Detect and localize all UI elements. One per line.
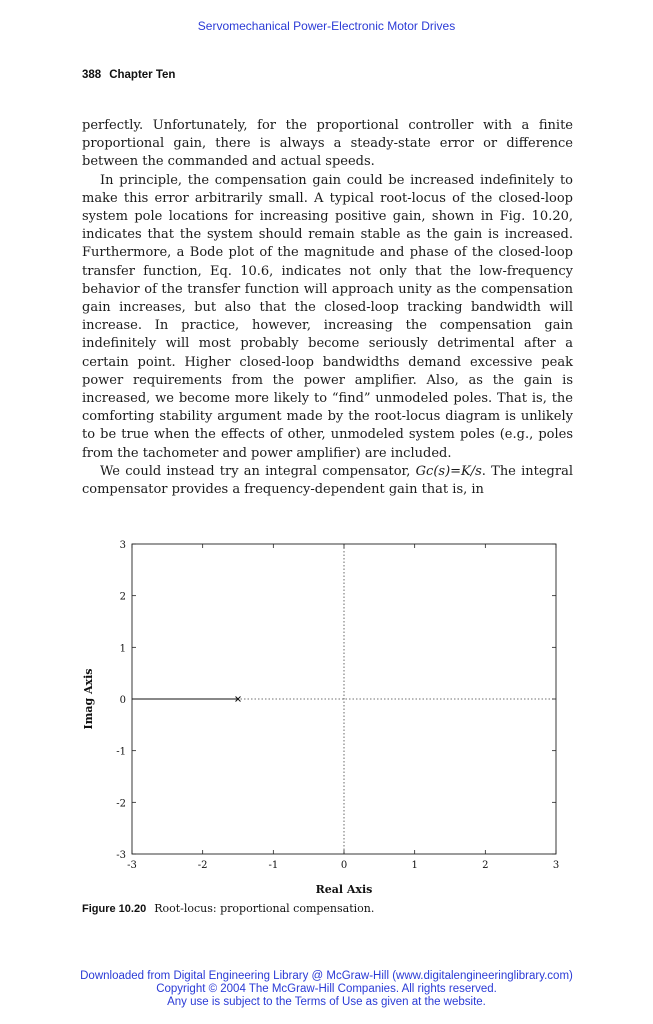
y-tick-label: -2 — [116, 798, 126, 810]
paragraph-3-end: . The integral compensator provides a frequency-dependent gain that is, in — [82, 463, 573, 498]
y-tick-label: 1 — [119, 643, 126, 655]
integral-compensator-formula: Gc(s)=K/s — [415, 463, 482, 479]
footer-copyright: Copyright © 2004 The McGraw-Hill Companies. All rights reserved. — [156, 983, 497, 995]
body-text — [82, 117, 573, 499]
y-tick-label: -3 — [116, 850, 126, 861]
paragraph-3 — [82, 463, 573, 499]
root-locus-figure — [76, 535, 576, 897]
paragraph-2: In principle, the compensation gain could be increased indefinitely to make this error arbitrarily small. A typical root-locus of the closed-loop system pole locations for increasing positive gain, shown in Fig. 10.20, indicates that the system should remain stable as the gain is increased. Furthermore, a Bode plot of the magnitude and phase of the closed-loop transfer function, Eq. 10.6, indicates not only that the low-frequency behavior of the transfer function will approach unity as the compensation gain increases, but also that the closed-loop tracking bandwidth will increase. In practice, however, increasing the compensation gain indefinitely will most probably become seriously detrimental after a certain point. Higher closed-loop bandwidths demand excessive peak power requirements from the power amplifier. Also, as the gain is increased, we become more likely to “find” unmodeled poles. That is, the comforting stability argument made by the root-locus diagram is unlikely to be true when the effects of other, unmodeled system poles (e.g., poles from the tachometer and power amplifier) are included. — [82, 172, 573, 461]
y-tick-label: 2 — [119, 591, 126, 603]
x-tick-label: -1 — [268, 860, 279, 871]
root-locus-chart — [76, 535, 576, 897]
footer-terms-link[interactable]: Any use is subject to the Terms of Use as given at the website. — [167, 996, 486, 1008]
x-tick-label: 0 — [340, 860, 348, 871]
x-tick-label: -2 — [197, 860, 208, 871]
y-tick-label: 0 — [119, 695, 126, 706]
figure-label: Figure 10.20 — [82, 903, 147, 915]
x-tick-label: -3 — [127, 860, 137, 871]
footer — [0, 970, 653, 1009]
book-title-header[interactable]: Servomechanical Power-Electronic Motor Drives — [197, 19, 456, 33]
running-head — [82, 69, 175, 81]
paragraph-1: perfectly. Unfortunately, for the proportional controller with a finite proportional gain, there is always a steady-state error or difference between the commanded and actual speeds. — [82, 118, 573, 170]
chapter-title: Chapter Ten — [109, 69, 176, 81]
paragraph-3-start: We could instead try an integral compensator, — [100, 463, 416, 479]
figure-caption-text: Root-locus: proportional compensation. — [154, 902, 375, 915]
y-tick-label: 3 — [119, 540, 126, 551]
page-number: 388 — [82, 69, 102, 81]
y-axis-label: Imag Axis — [82, 668, 95, 730]
x-tick-label: 2 — [482, 860, 489, 871]
y-tick-label: -1 — [116, 746, 126, 758]
x-axis-label: Real Axis — [315, 883, 373, 896]
figure-caption — [82, 902, 374, 915]
x-tick-label: 3 — [552, 860, 560, 871]
x-tick-label: 1 — [411, 860, 418, 871]
footer-download-link[interactable]: Downloaded from Digital Engineering Library @ McGraw-Hill (www.digitalengineeringlibrary.com) — [80, 970, 573, 982]
